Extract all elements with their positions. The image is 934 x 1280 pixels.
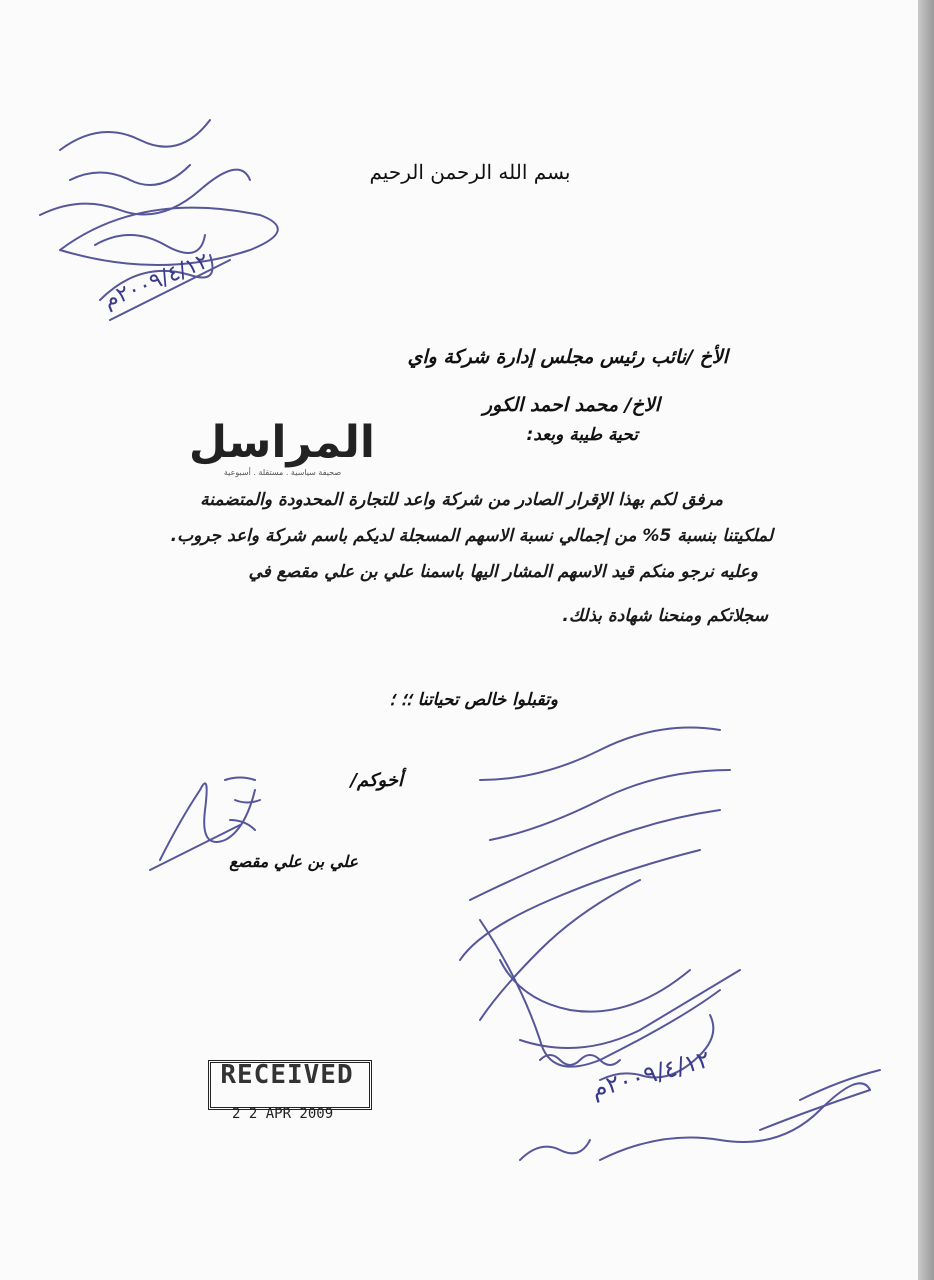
page-edge-shadow [918, 0, 934, 1280]
closing-line: وتقبلوا خالص تحياتنا ؛؛ ؛ [389, 690, 558, 710]
handwritten-date-top: ٢٠٠٩/٤/١٢م [100, 248, 213, 314]
body-line-2: لملكيتنا بنسبة 5% من إجمالي نسبة الاسهم المسجلة لديكم باسم شركة واعد جروب. [170, 526, 773, 546]
body-line-3: وعليه نرجو منكم قيد الاسهم المشار اليها باسمنا علي بن علي مقصع في [248, 562, 758, 582]
body-line-4: سجلاتكم ومنحنا شهادة بذلك. [562, 606, 768, 626]
body-line-1: مرفق لكم بهذا الإقرار الصادر من شركة واعد للتجارة المحدودة والمتضمنة [200, 490, 723, 510]
received-stamp-title: RECEIVED [220, 1060, 354, 1090]
addressee-line-1: الأخ /نائب رئيس مجلس إدارة شركة واي [407, 346, 728, 368]
watermark-tagline: صحيفة سياسية . مستقلة . أسبوعية [223, 468, 342, 477]
signoff-label: أخوكم/ [350, 770, 403, 791]
signatory-name: علي بن علي مقصع [229, 852, 358, 871]
basmala: بسم الله الرحمن الرحيم [369, 160, 571, 184]
handwritten-date-bottom: ٢٠٠٩/٤/١٢م [588, 1044, 713, 1104]
watermark-name: المراسل [188, 417, 375, 468]
received-stamp-date: 2 2 APR 2009 [232, 1106, 334, 1122]
addressee-line-2: الاخ/ محمد احمد الكور [482, 394, 660, 416]
greeting: تحية طيبة وبعد: [526, 425, 638, 445]
